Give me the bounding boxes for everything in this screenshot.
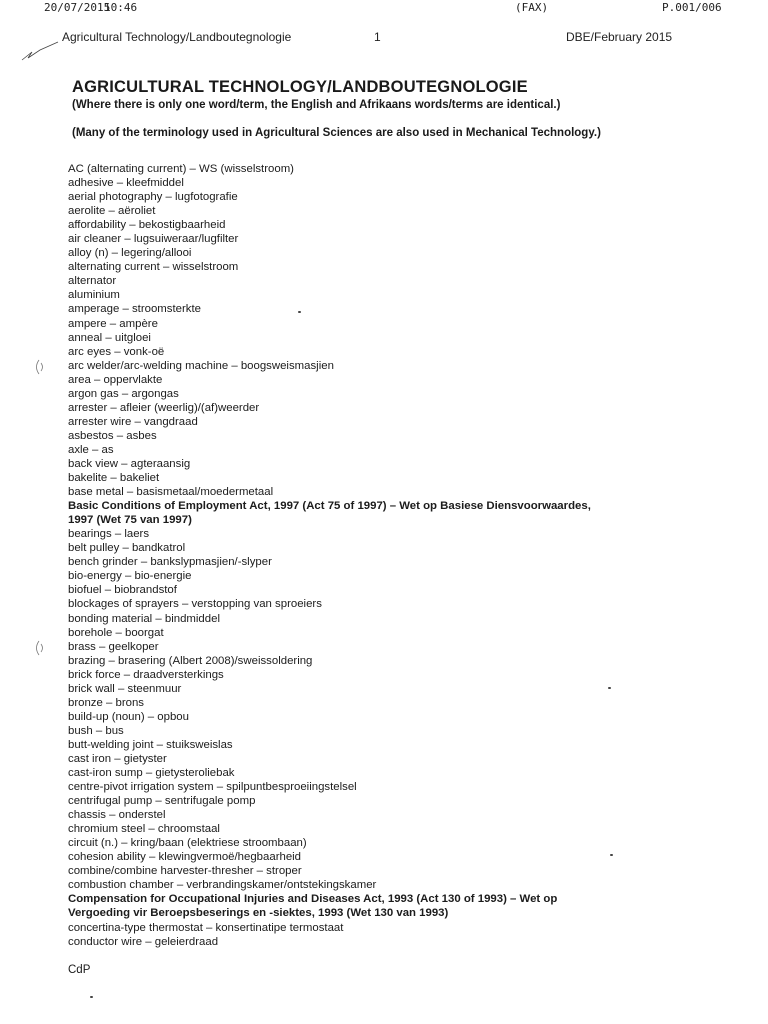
glossary-entry: base metal – basismetaal/moedermetaal: [68, 486, 274, 499]
glossary-entry: anneal – uitgloei: [68, 331, 151, 344]
glossary-entry: ampere – ampère: [68, 317, 158, 330]
glossary-entry: AC (alternating current) – WS (wisselstroom): [68, 163, 294, 175]
glossary-entry: back view – agteraansig: [68, 457, 191, 470]
language-note: (Where there is only one word/term, the English and Afrikaans words/terms are identical.): [72, 99, 561, 111]
glossary-entry: arc eyes – vonk-oë: [68, 345, 165, 358]
glossary-entry: Compensation for Occupational Injuries and Diseases Act, 1993 (Act 130 of 1993) – Wet op: [68, 893, 558, 906]
glossary-entry: butt-welding joint – stuiksweislas: [68, 738, 233, 751]
glossary-entry: alternator: [68, 275, 117, 288]
glossary-entry: belt pulley – bandkatrol: [68, 542, 186, 555]
glossary-entry: Basic Conditions of Employment Act, 1997 (Act 75 of 1997) – Wet op Basiese Diensvoorwaardes,: [68, 500, 591, 513]
glossary-entry: brick wall – steenmuur: [68, 682, 182, 695]
glossary-entry: air cleaner – lugsuiweraar/lugfilter: [68, 233, 239, 246]
glossary-entry: bio-energy – bio-energie: [68, 570, 192, 583]
glossary-entry: combine/combine harvester-thresher – stroper: [68, 865, 302, 878]
running-header-date: DBE/February 2015: [566, 30, 673, 44]
running-header-page-number: 1: [374, 30, 381, 44]
scan-speck: [610, 854, 613, 856]
glossary-entry: bush – bus: [68, 724, 124, 737]
glossary-entry: aerial photography – lugfotografie: [68, 191, 238, 204]
glossary-entry: centrifugal pump – sentrifugale pomp: [68, 795, 256, 808]
punch-hole-icon: [32, 358, 46, 376]
glossary-entry: bearings – laers: [68, 528, 150, 541]
running-header-title: Agricultural Technology/Landboutegnologie: [62, 30, 292, 44]
glossary-entry: aluminium: [68, 289, 120, 302]
glossary-entry: combustion chamber – verbrandingskamer/ontstekingskamer: [68, 879, 377, 892]
glossary-entry: argon gas – argongas: [68, 387, 179, 400]
scan-speck: [298, 311, 301, 313]
glossary-entry: arc welder/arc-welding machine – boogsweismasjien: [68, 359, 334, 372]
terminology-note: (Many of the terminology used in Agricultural Sciences are also used in Mechanical Technology.): [72, 127, 601, 139]
glossary-entry: cast-iron sump – gietysteroliebak: [68, 767, 235, 780]
glossary-entry: arrester – afleier (weerlig)/(af)weerder: [68, 401, 260, 414]
glossary-entry: alternating current – wisselstroom: [68, 261, 239, 274]
glossary-list: [68, 162, 668, 949]
glossary-entry: affordability – bekostigbaarheid: [68, 219, 226, 232]
fax-time: 10:46: [104, 1, 138, 14]
glossary-entry: bronze – brons: [68, 696, 144, 709]
glossary-entry: blockages of sprayers – verstopping van sproeiers: [68, 598, 322, 611]
glossary-entry: brick force – draadversterkings: [68, 668, 224, 681]
scan-speck: [608, 687, 611, 689]
glossary-entry: borehole – boorgat: [68, 626, 164, 639]
glossary-entry: bakelite – bakeliet: [68, 472, 160, 485]
glossary-entry: centre-pivot irrigation system – spilpuntbesproeiingstelsel: [68, 781, 357, 794]
fax-header: [0, 0, 768, 16]
glossary-entry: brazing – brasering (Albert 2008)/sweissoldering: [68, 654, 313, 667]
glossary-entry: bonding material – bindmiddel: [68, 612, 220, 625]
glossary-entry: arrester wire – vangdraad: [68, 415, 198, 428]
punch-hole-icon: [32, 639, 46, 657]
glossary-entry: chassis – onderstel: [68, 809, 166, 822]
glossary-entry: adhesive – kleefmiddel: [68, 177, 184, 190]
fax-page-number: P.001/006: [662, 1, 722, 14]
glossary-entry: conductor wire – geleierdraad: [68, 935, 219, 948]
glossary-entry: build-up (noun) – opbou: [68, 710, 189, 723]
glossary-entry: amperage – stroomsterkte: [68, 303, 201, 316]
glossary-entry: brass – geelkoper: [68, 640, 159, 653]
fax-tag: (FAX): [515, 1, 549, 14]
glossary-entry: asbestos – asbes: [68, 429, 157, 442]
glossary-entry: axle – as: [68, 443, 114, 456]
glossary-entry: chromium steel – chroomstaal: [68, 823, 220, 836]
glossary-entry: circuit (n.) – kring/baan (elektriese stroombaan): [68, 837, 307, 850]
glossary-entry: concertina-type thermostat – konsertinatipe termostaat: [68, 921, 344, 934]
glossary-entry: alloy (n) – legering/allooi: [68, 247, 192, 260]
fax-date: 20/07/2015: [44, 1, 111, 14]
glossary-entry: 1997 (Wet 75 van 1997): [68, 514, 192, 527]
glossary-entry: cast iron – gietyster: [68, 752, 167, 765]
glossary-entry: biofuel – biobrandstof: [68, 584, 177, 597]
scan-speck: [90, 996, 93, 998]
glossary-entry: Vergoeding vir Beroepsbeserings en -siektes, 1993 (Wet 130 van 1993): [68, 907, 449, 920]
glossary-entry: area – oppervlakte: [68, 373, 163, 386]
glossary-entry: bench grinder – bankslypmasjien/-slyper: [68, 556, 272, 569]
document-title: AGRICULTURAL TECHNOLOGY/LANDBOUTEGNOLOGIE: [72, 78, 528, 96]
running-header: [0, 30, 768, 48]
glossary-entry: aerolite – aëroliet: [68, 205, 156, 218]
glossary-entry: cohesion ability – klewingvermoë/hegbaarheid: [68, 851, 302, 864]
footer-initials: CdP: [68, 964, 91, 976]
